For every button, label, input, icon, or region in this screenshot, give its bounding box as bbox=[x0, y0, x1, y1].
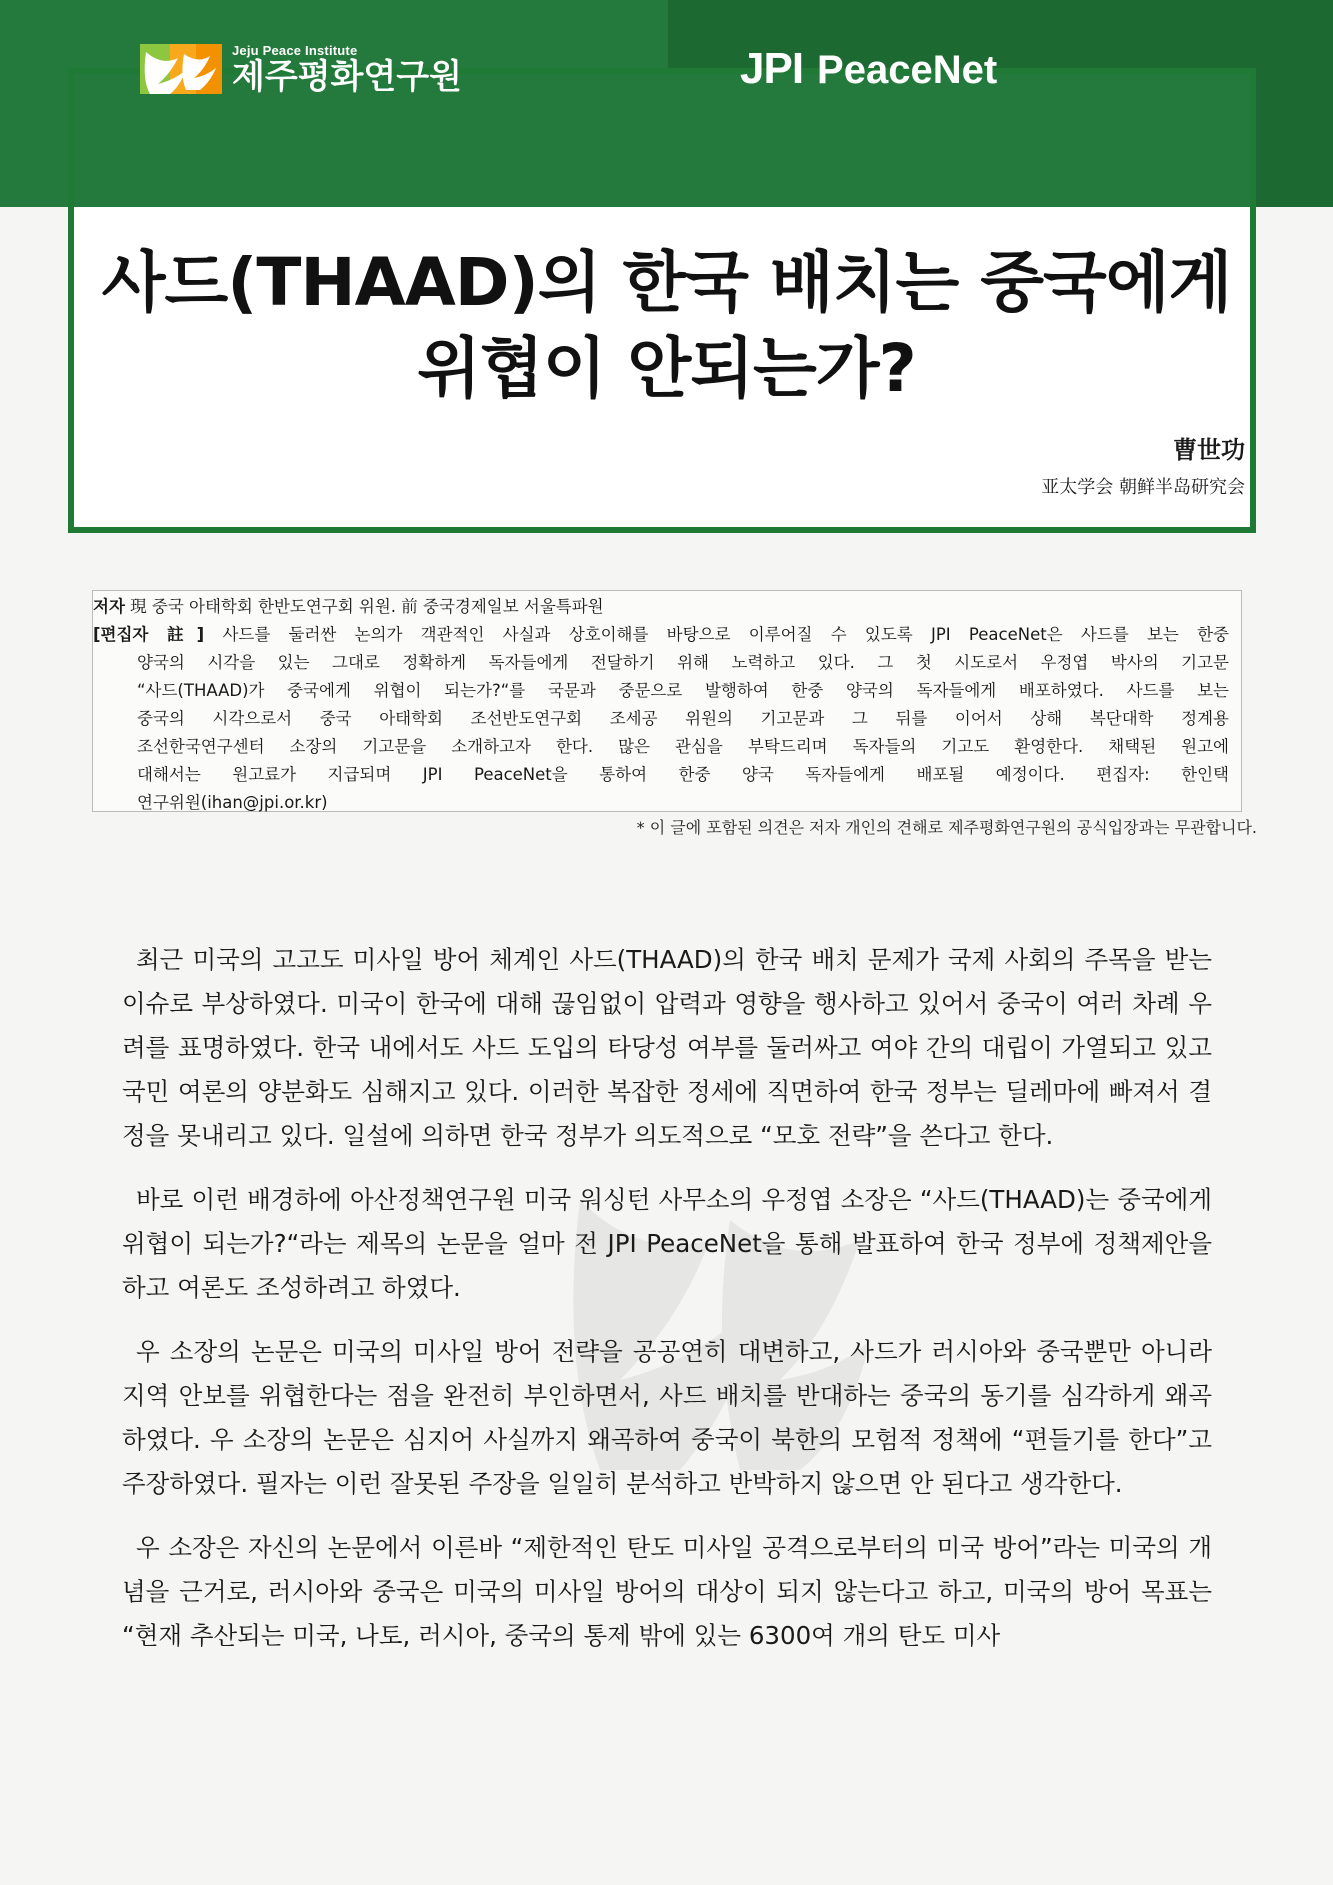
jpi-peacenet-logo bbox=[740, 44, 997, 94]
jeju-peace-institute-logo bbox=[140, 40, 462, 98]
editor-note-box bbox=[92, 590, 1242, 812]
institute-english-name: Jeju Peace Institute bbox=[232, 42, 358, 58]
author-note bbox=[93, 593, 1241, 621]
editor-note-text-1: 사드를 둘러싼 논의가 객관적인 사실과 상호이해를 바탕으로 이루어질 수 있도록 JPI PeaceNet은 사드를 보는 한중 bbox=[222, 625, 1229, 644]
title-line-1: 사드(THAAD)의 한국 배치는 중국에게 bbox=[101, 244, 1232, 321]
dove-logo-icon bbox=[140, 40, 222, 98]
editor-note-line-7: 연구위원(ihan@jpi.or.kr) bbox=[137, 793, 328, 812]
peacenet-wordmark: PeaceNet bbox=[817, 48, 998, 92]
page-title bbox=[0, 240, 1333, 412]
editor-note-line-2: 양국의 시각을 있는 그대로 정확하게 독자들에게 전달하기 위해 노력하고 있다. 그 첫 시도로서 우정엽 박사의 기고문 bbox=[137, 653, 1229, 672]
author-affiliation: 亚太学会 朝鲜半岛研究会 bbox=[1041, 477, 1245, 498]
editor-note-line-4: 중국의 시각으로서 중국 아태학회 조선반도연구회 조세공 위원의 기고문과 그 뒤를 이어서 상해 복단대학 정계용 bbox=[137, 709, 1229, 728]
editor-note-line-3: “사드(THAAD)가 중국에게 위협이 되는가?“를 국문과 중문으로 발행하여 한중 양국의 독자들에게 배포하였다. 사드를 보는 bbox=[137, 681, 1229, 700]
author-name: 曹世功 bbox=[1173, 435, 1245, 464]
editor-note-line-6: 대해서는 원고료가 지급되며 JPI PeaceNet을 통하여 한중 양국 독자들에게 배포될 예정이다. 편집자: 한인택 bbox=[137, 765, 1229, 784]
jpi-wordmark: JPI bbox=[740, 44, 804, 93]
author-note-label: 저자 bbox=[93, 597, 125, 616]
editor-note-line-1 bbox=[93, 621, 1241, 649]
disclaimer: * 이 글에 포함된 의견은 저자 개인의 견해로 제주평화연구원의 공식입장과는 무관합니다. bbox=[636, 818, 1257, 837]
editor-note-label: [편집자 註] bbox=[93, 625, 205, 644]
paragraph-1: 최근 미국의 고고도 미사일 방어 체계인 사드(THAAD)의 한국 배치 문제가 국제 사회의 주목을 받는 이슈로 부상하였다. 미국이 한국에 대해 끊임없이 압력과 영향을 행사하고 있어서 중국이 여러 차례 우려를 표명하였다. 한국 내에서도 사드 도입의 타당성 여부를 둘러싸고 여야 간의 대립이 가열되고 있고 국민 여론의 양분화도 심해지고 있다. 이러한 복잡한 정세에 직면하여 한국 정부는 딜레마에 빠져서 결정을 못내리고 있다. 일설에 의하면 한국 정부가 의도적으로 “모호 전략”을 쓴다고 한다. bbox=[122, 945, 1212, 1150]
institute-korean-name: 제주평화연구원 bbox=[232, 56, 462, 97]
paragraph-4: 우 소장은 자신의 논문에서 이른바 “제한적인 탄도 미사일 공격으로부터의 미국 방어”라는 미국의 개념을 근거로, 러시아와 중국은 미국의 미사일 방어의 대상이 되지 않는다고 하고, 미국의 방어 목표는 “현재 추산되는 미국, 나토, 러시아, 중국의 통제 밖에 있는 6300여 개의 탄도 미사 bbox=[122, 1533, 1212, 1650]
author-note-text: 現 중국 아태학회 한반도연구회 위원. 前 중국경제일보 서울특파원 bbox=[130, 597, 604, 616]
editor-note-line-5: 조선한국연구센터 소장의 기고문을 소개하고자 한다. 많은 관심을 부탁드리며 독자들의 기고도 환영한다. 채택된 원고에 bbox=[137, 737, 1229, 756]
paragraph-2: 바로 이런 배경하에 아산정책연구원 미국 워싱턴 사무소의 우정엽 소장은 “사드(THAAD)는 중국에게 위협이 되는가?“라는 제목의 논문을 얼마 전 JPI PeaceNet을 통해 발표하여 한국 정부에 정책제안을 하고 여론도 조성하려고 하였다. bbox=[122, 1185, 1212, 1302]
article-body bbox=[122, 938, 1212, 1678]
title-line-2: 위협이 안되는가? bbox=[417, 330, 916, 407]
paragraph-3: 우 소장의 논문은 미국의 미사일 방어 전략을 공공연히 대변하고, 사드가 러시아와 중국뿐만 아니라 지역 안보를 위협한다는 점을 완전히 부인하면서, 사드 배치를 반대하는 중국의 동기를 심각하게 왜곡하였다. 우 소장의 논문은 심지어 사실까지 왜곡하여 중국이 북한의 모험적 정책에 “편들기를 한다”고 주장하였다. 필자는 이런 잘못된 주장을 일일히 분석하고 반박하지 않으면 안 된다고 생각한다. bbox=[122, 1337, 1212, 1498]
